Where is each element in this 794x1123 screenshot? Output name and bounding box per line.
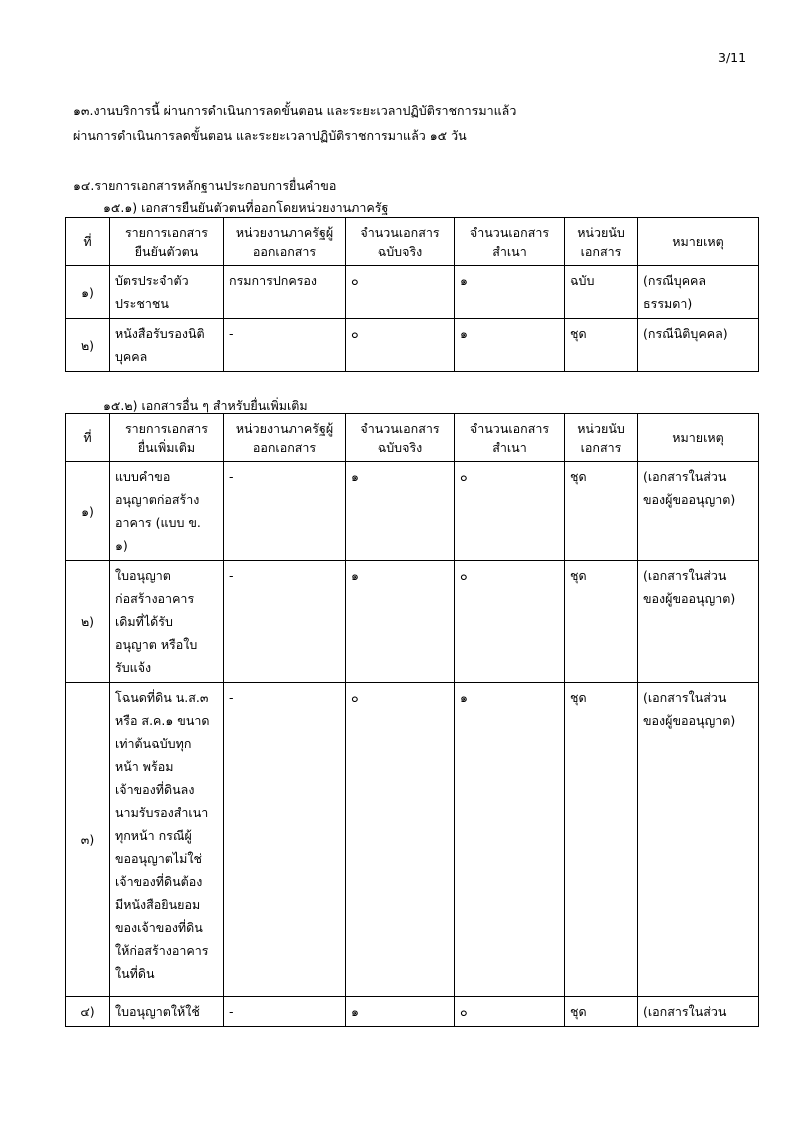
column-header: รายการเอกสาร ยื่นเพิ่มเติม bbox=[110, 414, 224, 462]
original-count: ๐ bbox=[346, 683, 455, 997]
subsection-15-1-title: ๑๕.๑) เอกสารยืนยันตัวตนที่ออกโดยหน่วยงานภาครัฐ bbox=[103, 200, 389, 215]
page-number: 3/11 bbox=[718, 50, 747, 65]
unit: ชุด bbox=[565, 319, 638, 372]
remark: (เอกสารในส่วน bbox=[638, 997, 759, 1027]
document-name: ใบอนุญาตให้ใช้ bbox=[110, 997, 224, 1027]
table-header-row bbox=[66, 414, 759, 462]
table-row bbox=[66, 683, 759, 997]
row-number: ๒) bbox=[66, 319, 110, 372]
column-header: ที่ bbox=[66, 414, 110, 462]
issuing-agency: กรมการปกครอง bbox=[224, 266, 346, 319]
original-count: ๐ bbox=[346, 266, 455, 319]
row-number: ๒) bbox=[66, 561, 110, 683]
copy-count: ๑ bbox=[455, 683, 565, 997]
copy-count: ๑ bbox=[455, 266, 565, 319]
column-header: หน่วยงานภาครัฐผู้ ออกเอกสาร bbox=[224, 414, 346, 462]
original-count: ๑ bbox=[346, 997, 455, 1027]
column-header: จำนวนเอกสาร ฉบับจริง bbox=[346, 414, 455, 462]
copy-count: ๐ bbox=[455, 462, 565, 561]
row-number: ๑) bbox=[66, 266, 110, 319]
column-header: ที่ bbox=[66, 218, 110, 266]
table-row bbox=[66, 266, 759, 319]
original-count: ๑ bbox=[346, 462, 455, 561]
issuing-agency: - bbox=[224, 462, 346, 561]
original-count: ๐ bbox=[346, 319, 455, 372]
remark: (เอกสารในส่วน ของผู้ขออนุญาต) bbox=[638, 683, 759, 997]
unit: ชุด bbox=[565, 462, 638, 561]
column-header: หมายเหตุ bbox=[638, 414, 759, 462]
original-count: ๑ bbox=[346, 561, 455, 683]
document-name: ใบอนุญาต ก่อสร้างอาคาร เดิมที่ได้รับ อนุญาต หรือใบ รับแจ้ง bbox=[110, 561, 224, 683]
remark: (กรณีนิติบุคคล) bbox=[638, 319, 759, 372]
section-13-heading: ๑๓.งานบริการนี้ ผ่านการดำเนินการลดขั้นตอน และระยะเวลาปฏิบัติราชการมาแล้ว bbox=[73, 103, 517, 118]
issuing-agency: - bbox=[224, 997, 346, 1027]
issuing-agency: - bbox=[224, 561, 346, 683]
table-header-row bbox=[66, 218, 759, 266]
subsection-15-2-title: ๑๕.๒) เอกสารอื่น ๆ สำหรับยื่นเพิ่มเติม bbox=[103, 398, 308, 413]
column-header: หน่วยงานภาครัฐผู้ ออกเอกสาร bbox=[224, 218, 346, 266]
column-header: หมายเหตุ bbox=[638, 218, 759, 266]
section-13-detail: ผ่านการดำเนินการลดขั้นตอน และระยะเวลาปฏิบัติราชการมาแล้ว ๑๕ วัน bbox=[73, 128, 467, 143]
copy-count: ๑ bbox=[455, 319, 565, 372]
column-header: จำนวนเอกสาร ฉบับจริง bbox=[346, 218, 455, 266]
remark: (เอกสารในส่วน ของผู้ขออนุญาต) bbox=[638, 462, 759, 561]
row-number: ๑) bbox=[66, 462, 110, 561]
document-name: บัตรประจำตัว ประชาชน bbox=[110, 266, 224, 319]
document-name: แบบคำขอ อนุญาตก่อสร้าง อาคาร (แบบ ข. ๑) bbox=[110, 462, 224, 561]
copy-count: ๐ bbox=[455, 997, 565, 1027]
column-header: หน่วยนับ เอกสาร bbox=[565, 414, 638, 462]
remark: (กรณีบุคคล ธรรมดา) bbox=[638, 266, 759, 319]
row-number: ๔) bbox=[66, 997, 110, 1027]
column-header: จำนวนเอกสาร สำเนา bbox=[455, 414, 565, 462]
additional-documents-table bbox=[65, 413, 759, 1027]
row-number: ๓) bbox=[66, 683, 110, 997]
remark: (เอกสารในส่วน ของผู้ขออนุญาต) bbox=[638, 561, 759, 683]
unit: ชุด bbox=[565, 683, 638, 997]
copy-count: ๐ bbox=[455, 561, 565, 683]
table-row bbox=[66, 997, 759, 1027]
document-name: หนังสือรับรองนิติ บุคคล bbox=[110, 319, 224, 372]
table-row bbox=[66, 462, 759, 561]
table-row bbox=[66, 561, 759, 683]
unit: ชุด bbox=[565, 561, 638, 683]
column-header: รายการเอกสาร ยืนยันตัวตน bbox=[110, 218, 224, 266]
issuing-agency: - bbox=[224, 683, 346, 997]
column-header: หน่วยนับ เอกสาร bbox=[565, 218, 638, 266]
table-row bbox=[66, 319, 759, 372]
section-14-heading: ๑๔.รายการเอกสารหลักฐานประกอบการยื่นคำขอ bbox=[73, 178, 337, 193]
document-name: โฉนดที่ดิน น.ส.๓ หรือ ส.ค.๑ ขนาด เท่าต้นฉบับทุก หน้า พร้อม เจ้าของที่ดินลง นามรับรองสำเนา ทุกหน้า กรณีผู้ ขออนุญาตไม่ใช่ เจ้าของที่ดินต้อง มีหนังสือยินยอม ของเจ้าของที่ดิน ให้ก่อสร้างอาคาร ในที่ดิน bbox=[110, 683, 224, 997]
identity-documents-table bbox=[65, 217, 759, 372]
column-header: จำนวนเอกสาร สำเนา bbox=[455, 218, 565, 266]
unit: ชุด bbox=[565, 997, 638, 1027]
issuing-agency: - bbox=[224, 319, 346, 372]
unit: ฉบับ bbox=[565, 266, 638, 319]
